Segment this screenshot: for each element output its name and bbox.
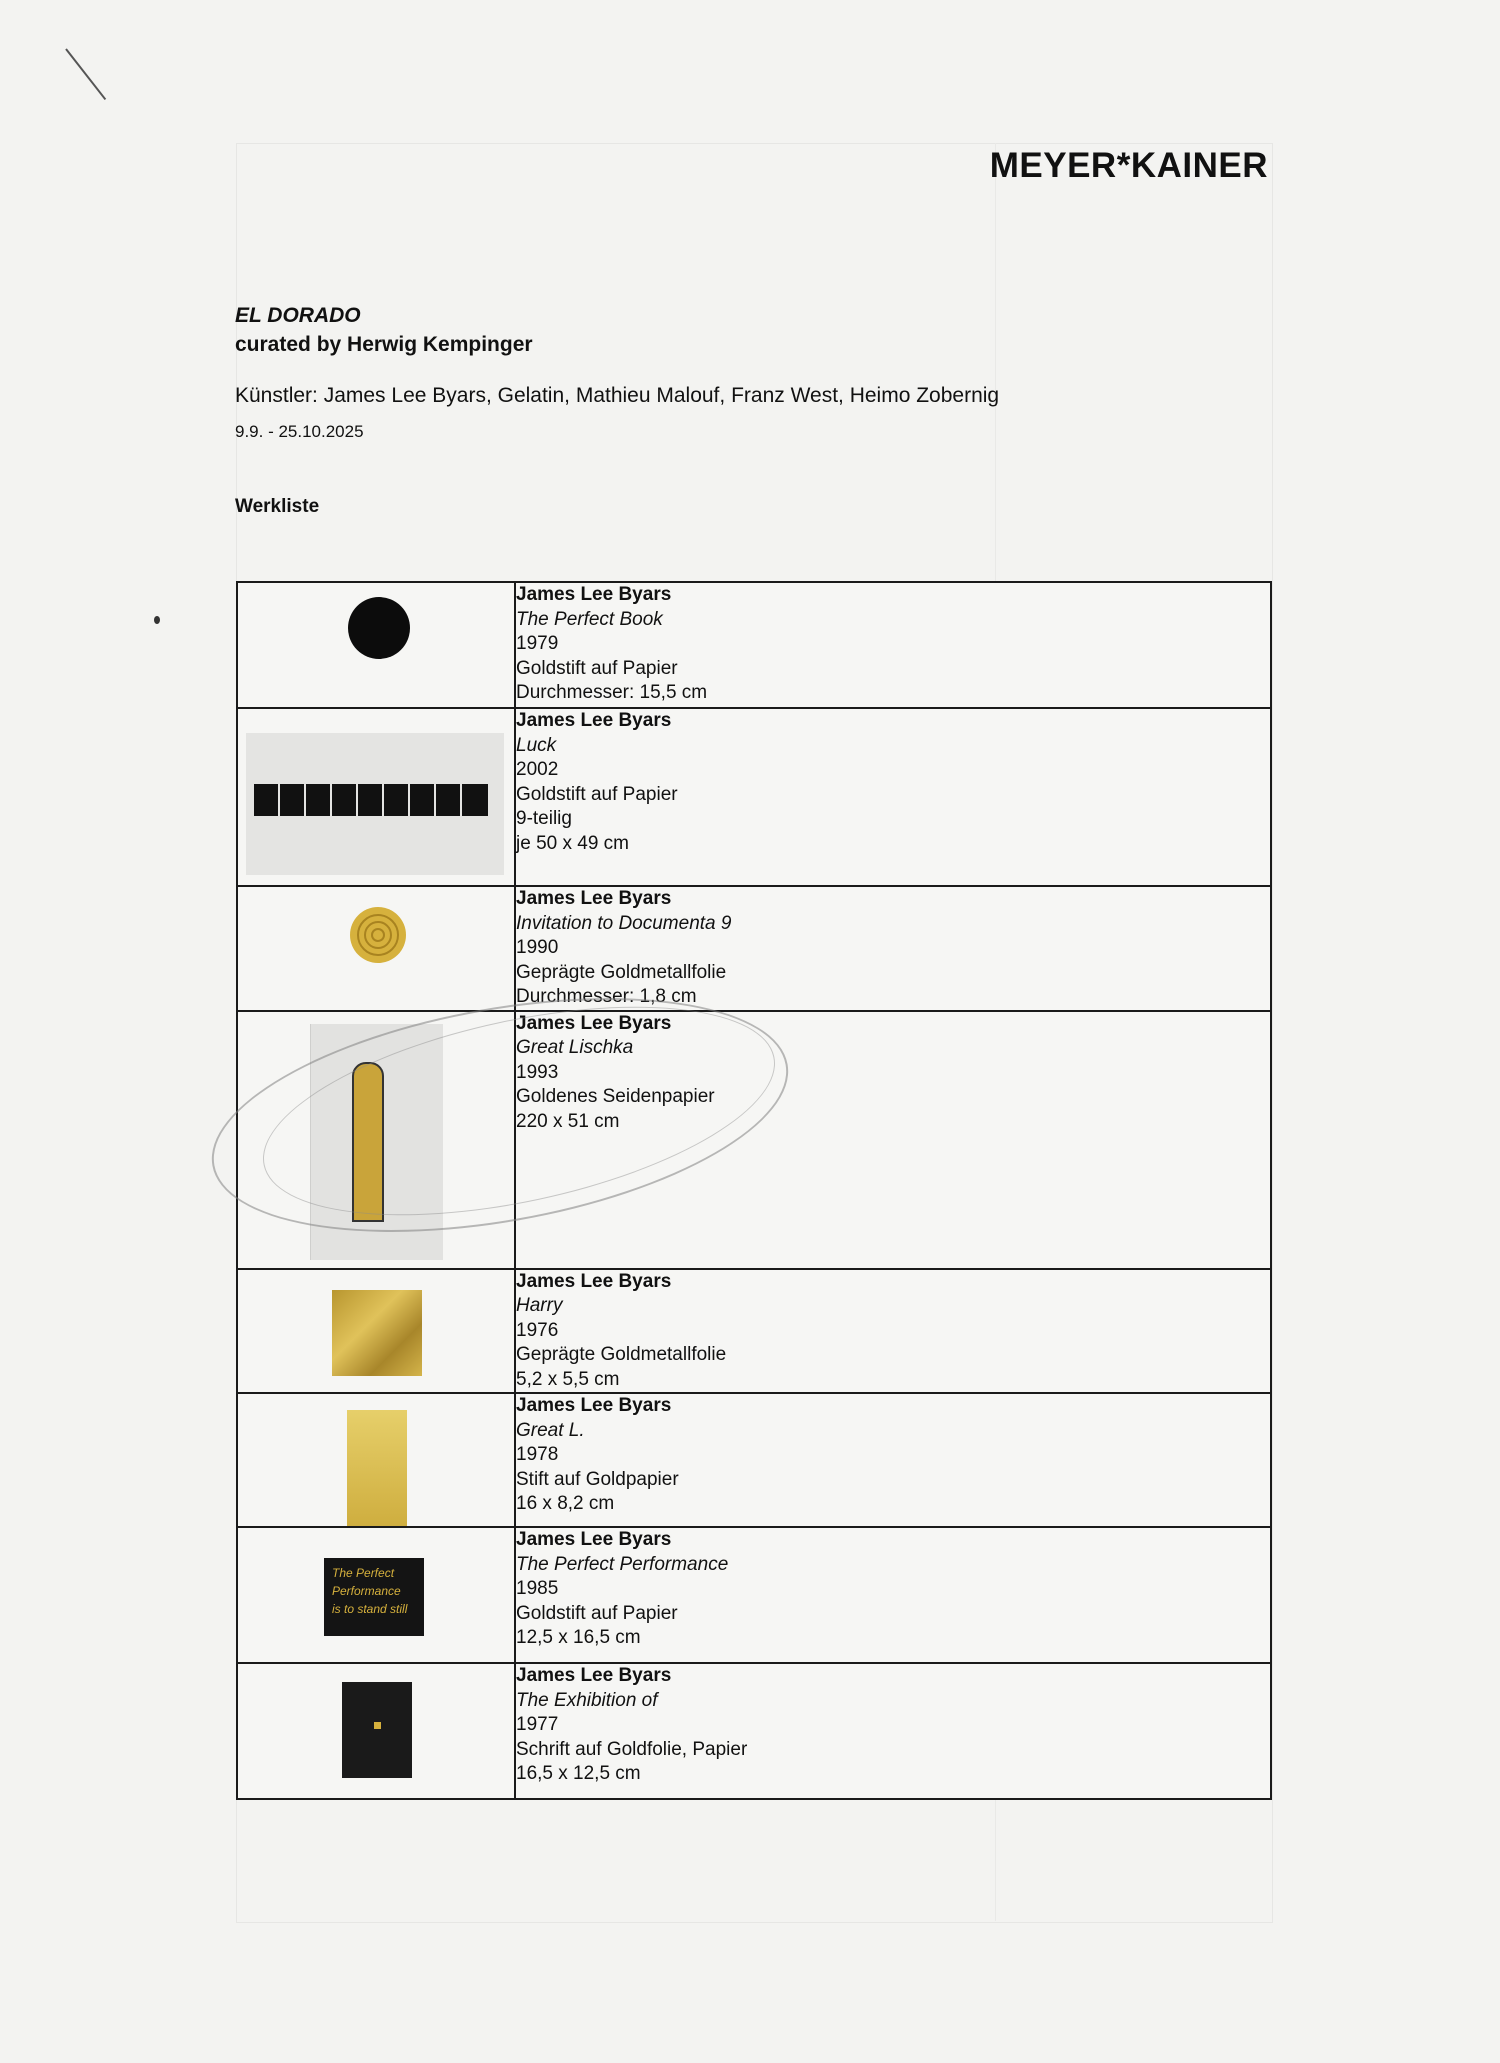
work-medium: Geprägte Goldmetallfolie [516, 961, 727, 983]
table-row [237, 1393, 1271, 1527]
exhibition-dates: 9.9. - 25.10.2025 [235, 422, 364, 441]
scan-speck [154, 616, 160, 624]
artwork-text-line: is to stand still [332, 1602, 408, 1616]
table-row [237, 708, 1271, 886]
artwork-text-line: Performance [332, 1584, 401, 1598]
work-dimensions: 5,2 x 5,5 cm [516, 1368, 620, 1390]
artwork-thumbnail-cell [237, 582, 515, 708]
artwork-info [515, 1269, 1271, 1394]
work-medium: Goldstift auf Papier [516, 1602, 678, 1624]
work-dimensions: 12,5 x 16,5 cm [516, 1627, 641, 1648]
work-dimensions: 16,5 x 12,5 cm [516, 1763, 641, 1784]
artwork-info [515, 1663, 1271, 1799]
scan-mark [65, 48, 106, 100]
artist-name: James Lee Byars [516, 1012, 672, 1034]
work-parts: 9-teilig [516, 808, 572, 829]
artwork-thumbnail-cell [237, 1663, 515, 1799]
work-title: Great Lischka [516, 1037, 634, 1058]
work-dimensions: Durchmesser: 15,5 cm [516, 682, 708, 703]
artwork-thumbnail-cell [237, 1527, 515, 1663]
work-year: 1985 [516, 1578, 559, 1599]
artwork-info [515, 582, 1271, 708]
table-row [237, 1527, 1271, 1663]
work-year: 1990 [516, 937, 559, 958]
artwork-info [515, 708, 1271, 886]
nine-panel-artwork [254, 784, 490, 818]
work-dimensions: 220 x 51 cm [516, 1110, 620, 1132]
artists-line: Künstler: James Lee Byars, Gelatin, Mathieu Malouf, Franz West, Heimo Zobernig [235, 384, 1000, 407]
gold-paper-artwork [347, 1410, 407, 1526]
artwork-thumbnail-cell [237, 886, 515, 1011]
work-title: The Exhibition of [516, 1689, 658, 1711]
curator-line: curated by Herwig Kempinger [235, 333, 533, 356]
gold-arch-artwork [352, 1062, 384, 1222]
work-medium: Goldenes Seidenpapier [516, 1086, 715, 1107]
work-medium: Geprägte Goldmetallfolie [516, 1344, 727, 1365]
artist-name: James Lee Byars [516, 584, 672, 605]
work-year: 2002 [516, 759, 559, 780]
table-row [237, 1269, 1271, 1394]
work-title: The Perfect Book [516, 608, 663, 630]
works-table [236, 581, 1272, 1800]
artwork-info [515, 1011, 1271, 1269]
work-dimensions: 16 x 8,2 cm [516, 1493, 615, 1514]
work-title: Luck [516, 734, 557, 756]
black-circle-artwork [346, 595, 412, 661]
table-row [237, 582, 1271, 708]
artist-name: James Lee Byars [516, 1665, 672, 1686]
work-dimensions: Durchmesser: 1,8 cm [516, 986, 697, 1007]
work-title: The Perfect Performance [516, 1553, 729, 1575]
work-title: Invitation to Documenta 9 [516, 912, 732, 934]
artist-name: James Lee Byars [516, 888, 672, 909]
exhibition-title: EL DORADO [235, 304, 361, 327]
artist-name: James Lee Byars [516, 710, 672, 731]
table-row [237, 886, 1271, 1011]
work-year: 1978 [516, 1444, 559, 1465]
artwork-info [515, 886, 1271, 1011]
artwork-thumbnail-cell [237, 708, 515, 886]
artist-name: James Lee Byars [516, 1270, 672, 1292]
artwork-info [515, 1393, 1271, 1527]
work-year: 1976 [516, 1319, 559, 1341]
work-medium: Stift auf Goldpapier [516, 1468, 679, 1490]
gallery-logo: MEYER*KAINER [989, 146, 1268, 185]
black-panel-artwork [342, 1682, 412, 1778]
artwork-text-line: The Perfect [332, 1566, 395, 1580]
artwork-thumbnail-cell [237, 1269, 515, 1394]
work-year: 1979 [516, 633, 559, 654]
gold-spiral-medal-artwork [348, 905, 408, 965]
section-heading: Werkliste [235, 496, 320, 517]
artist-name: James Lee Byars [516, 1529, 672, 1550]
work-medium: Goldstift auf Papier [516, 783, 678, 805]
work-medium: Schrift auf Goldfolie, Papier [516, 1738, 748, 1760]
artwork-thumbnail-cell [237, 1011, 515, 1269]
gold-dot-detail [374, 1722, 381, 1729]
artist-name: James Lee Byars [516, 1395, 672, 1416]
work-year: 1993 [516, 1061, 559, 1083]
artwork-thumbnail-cell [237, 1393, 515, 1527]
work-title: Harry [516, 1295, 563, 1316]
table-row [237, 1011, 1271, 1269]
work-title: Great L. [516, 1419, 585, 1441]
work-year: 1977 [516, 1714, 559, 1735]
artwork-info [515, 1527, 1271, 1663]
work-medium: Goldstift auf Papier [516, 657, 678, 679]
work-dimensions: je 50 x 49 cm [516, 832, 629, 854]
gold-text-on-black-artwork [324, 1558, 424, 1636]
table-row [237, 1663, 1271, 1799]
gold-foil-square-artwork [332, 1290, 422, 1376]
